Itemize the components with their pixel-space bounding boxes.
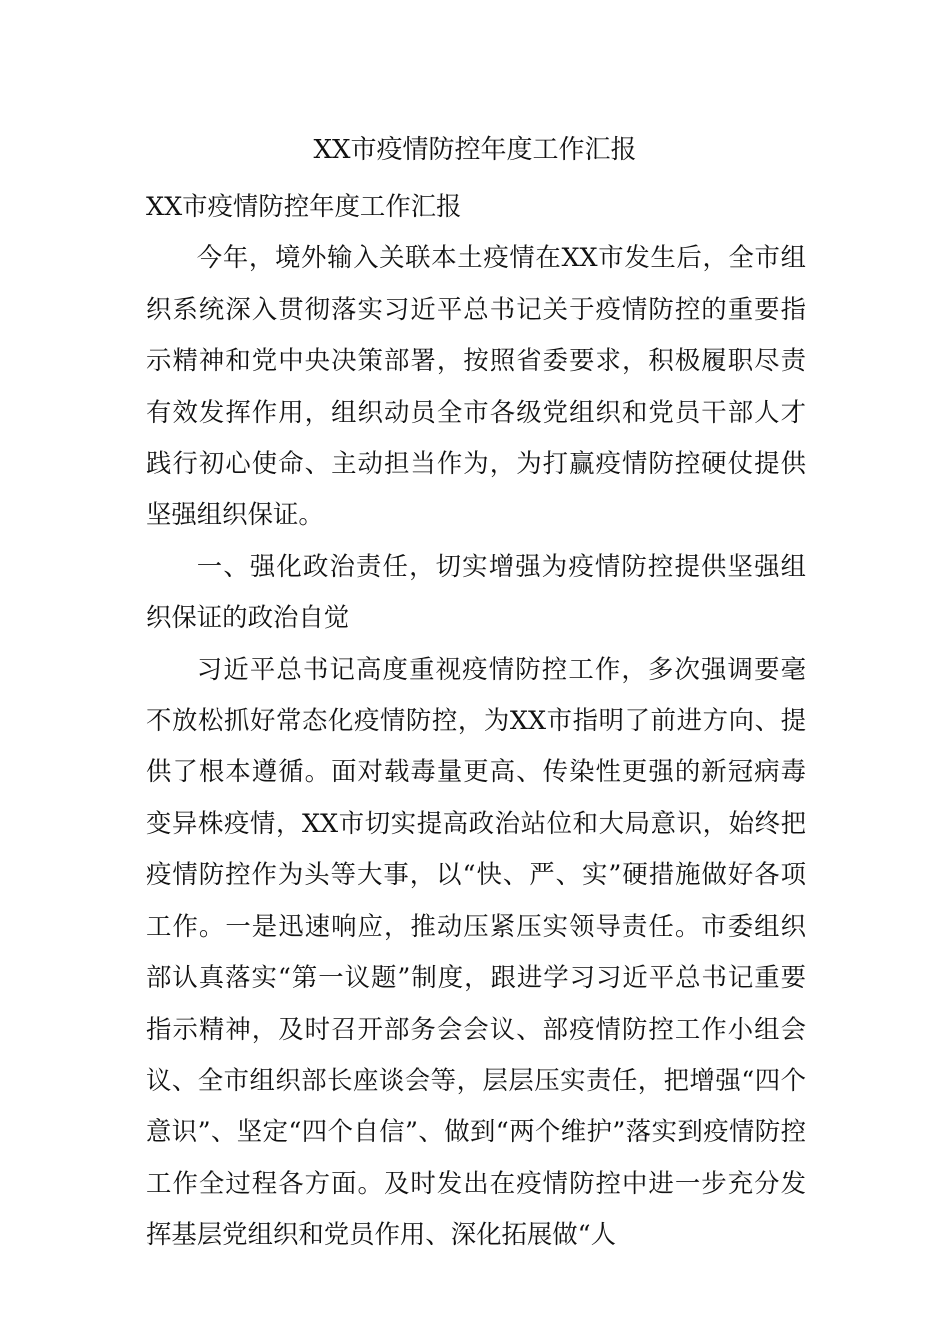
document-subtitle: XX市疫情防控年度工作汇报 — [146, 191, 462, 221]
section-heading-1: 一、强化政治责任，切实增强为疫情防控提供坚强组织保证的政治自觉 — [146, 550, 806, 633]
paragraph-section-1: 习近平总书记高度重视疫情防控工作，多次强调要毫不放松抓好常态化疫情防控，为XX市指明了前进方向、提供了根本遵循。面对载毒量更高、传染性更强的新冠病毒变异株疫情，XX市切实提高政治站位和大局意识，始终把疫情防控作为头等大事，以“快、严、实”硬措施做好各项工作。一是迅速响应，推动压紧压实领导责任。市委组织部认真落实“第一议题”制度，跟进学习习近平总书记重要指示精神，及时召开部务会会议、部疫情防控工作小组会议、全市组织部长座谈会等，层层压实责任，把增强“四个意识”、坚定“四个自信”、做到“两个维护”落实到疫情防控工作全过程各方面。及时发出在疫情防控中进一步充分发挥基层党组织和党员作用、深化拓展做“人 — [146, 653, 806, 1250]
document-title: XX市疫情防控年度工作汇报 — [313, 135, 637, 165]
paragraph-intro: 今年，境外输入关联本土疫情在XX市发生后，全市组织系统深入贯彻落实习近平总书记关于疫情防控的重要指示精神和党中央决策部署，按照省委要求，积极履职尽责有效发挥作用，组织动员全市各级党组织和党员干部人才践行初心使命、主动担当作为，为打赢疫情防控硬仗提供坚强组织保证。 — [146, 242, 806, 530]
document-body — [146, 181, 806, 1261]
